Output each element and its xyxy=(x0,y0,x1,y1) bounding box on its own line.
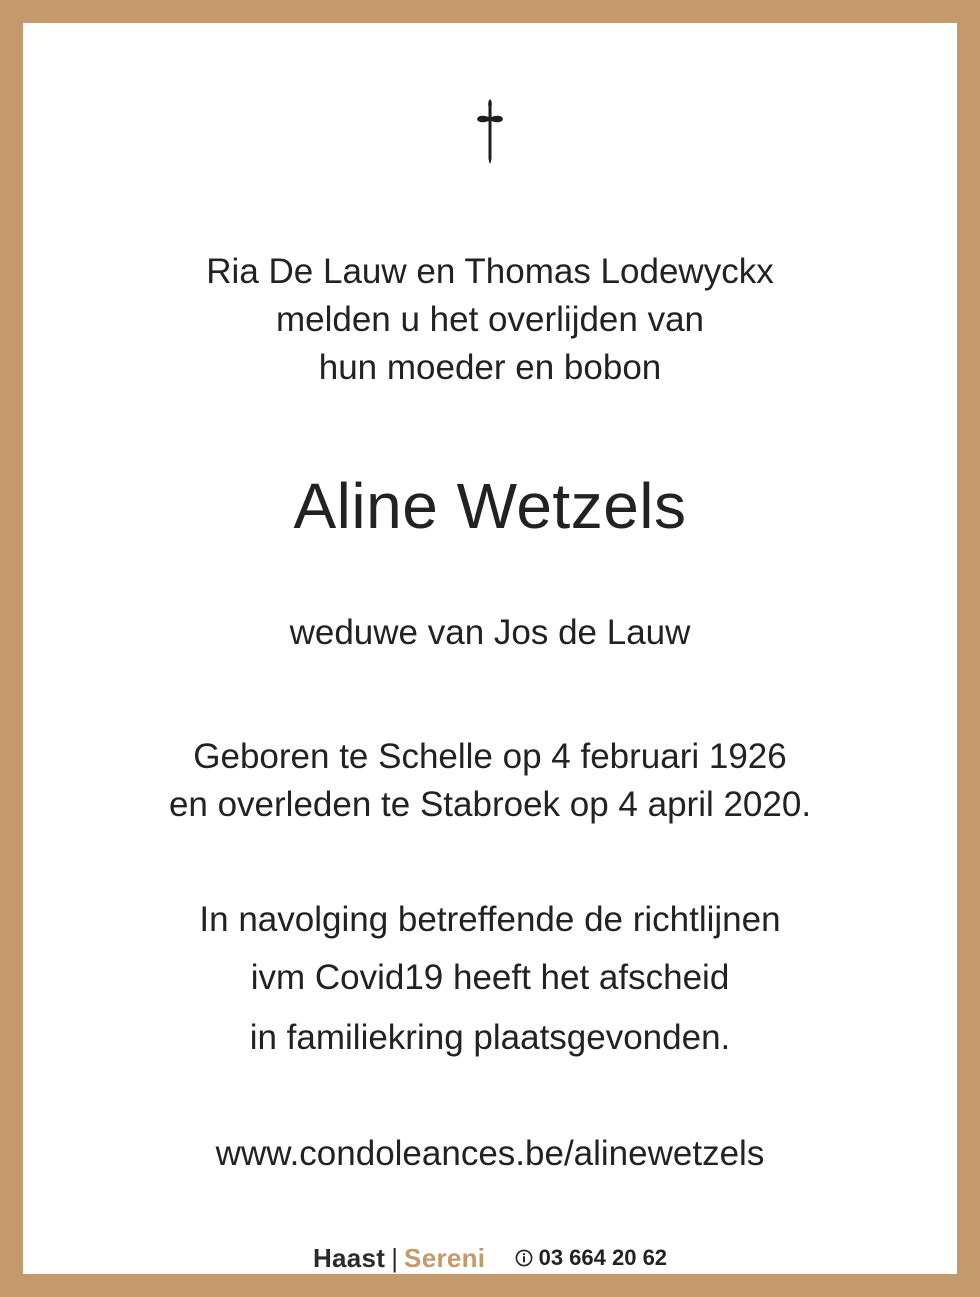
brand-haast: Haast xyxy=(312,1243,386,1274)
widow-of-line: weduwe van Jos de Lauw xyxy=(289,613,691,652)
deceased-name: Aline Wetzels xyxy=(293,470,687,542)
covid-notice-line-2: ivm Covid19 heeft het afscheid xyxy=(250,958,730,997)
intro-line-3: hun moeder en bobon xyxy=(318,348,662,387)
covid-notice-line-3: in familiekring plaatsgevonden. xyxy=(249,1018,731,1057)
footer xyxy=(0,1238,980,1274)
brand-sereni: Sereni xyxy=(404,1243,486,1274)
brand-separator: | xyxy=(391,1243,399,1274)
covid-notice-line-1: In navolging betreffende de richtlijnen xyxy=(199,900,781,939)
intro-line-2: melden u het overlijden van xyxy=(275,300,705,339)
intro-line-1: Ria De Lauw en Thomas Lodewyckx xyxy=(206,252,774,291)
info-icon xyxy=(515,1249,533,1267)
condolence-url[interactable]: www.condoleances.be/alinewetzels xyxy=(215,1134,765,1173)
death-line: en overleden te Stabroek op 4 april 2020. xyxy=(168,785,812,824)
cross-icon xyxy=(470,97,510,165)
birth-line: Geboren te Schelle op 4 februari 1926 xyxy=(193,737,787,776)
phone-number[interactable]: 03 664 20 62 xyxy=(538,1245,668,1271)
